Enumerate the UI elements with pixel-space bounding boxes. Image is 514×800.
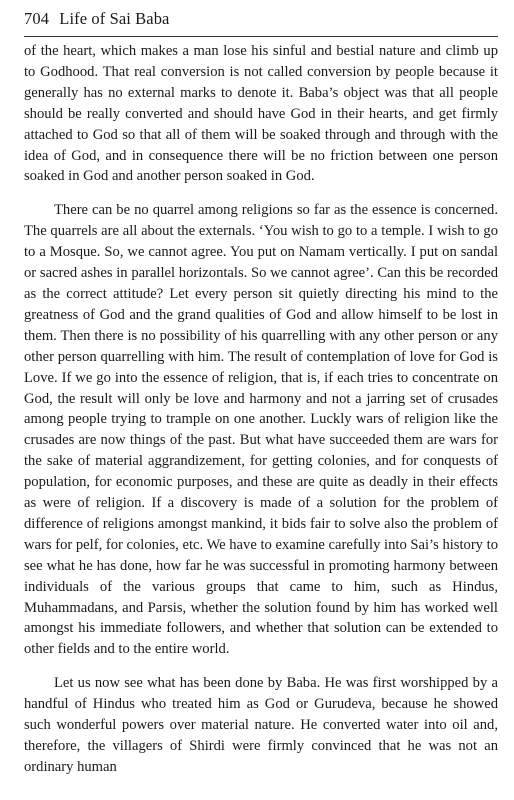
page-number: 704 — [24, 9, 50, 28]
body-text — [24, 41, 498, 778]
paragraph-religion-essence: There can be no quarrel among religions so far as the essence is concerned. The quarrels are all about the externals. ‘You wish to go to a temple. I wish to go to a Mosque. So, we cannot agree. You put on Namam vertically. I put on sandal or sacred ashes in parallel horizontals. So we cannot agree’. Can this be recorded as the correct attitude? Let every person sit quietly directing his mind to the greatness of God and the grand qualities of God and allow himself to be lost in them. Then there is no possibility of his quarrelling with any other person or any other person quarrelling with him. The result of contemplation of love for God is Love. If we go into the essence of religion, that is, if each tries to concentrate on God, the result will only be love and harmony and not a jarring set of crusades among people trying to trample on one another. Luckly wars of religion like the crusades are now things of the past. But what have succeeded them are wars for the sake of material aggrandizement, for getting colonies, and for conquests of population, for economic purposes, and these are quite as deadly in their effects as were of religion. If a discovery is made of a solution for the problem of difference of religions amongst mankind, it bids fair to solve also the problem of wars for pelf, for colonies, etc. We have to examine carefully into Sai’s history to see what he has done, how far he was successful in promoting harmony between individuals of the various groups that came to him, such as Hindus, Muhammadans, and Parsis, whether the solution found by him has worked well amongst his immediate followers, and whether that solution can be extended to other fields and to the entire world. — [24, 202, 498, 658]
running-title: Life of Sai Baba — [59, 9, 170, 28]
paragraph-continued: of the heart, which makes a man lose his sinful and bestial nature and climb up to Godhood. That real conversion is not called conversion by people because it generally has no external marks to denote it. Baba’s object was that all people should be really converted and should have God in their hearts, and get firmly attached to God so that all of them will be soaked through and through with the idea of God, and in consequence there will be no friction between one person soaked in God and another person soaked in God. — [24, 43, 498, 185]
header-rule — [24, 36, 498, 37]
paragraph-baba-work: Let us now see what has been done by Baba. He was first worshipped by a handful of Hindus who treated him as God or Gurudeva, because he showed such wonderful powers over material nature. He converted water into oil and, therefore, the villagers of Shirdi were firmly convinced that he was not an ordinary human — [24, 675, 498, 775]
running-header — [24, 8, 169, 30]
